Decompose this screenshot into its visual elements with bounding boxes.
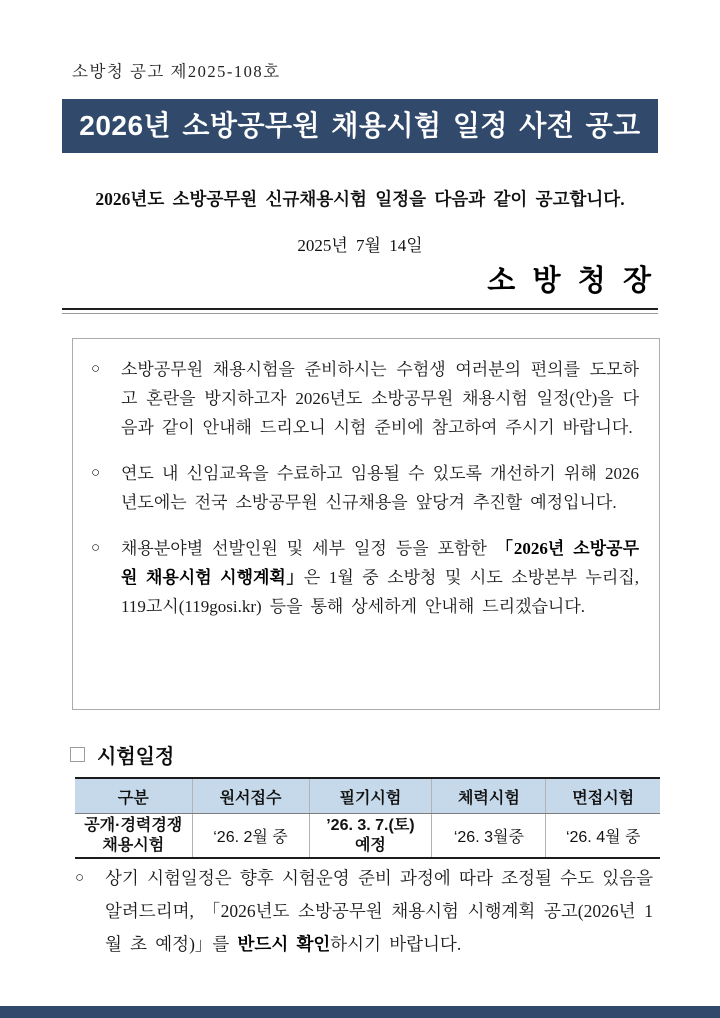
cell-written (309, 814, 432, 859)
signer-title: 소 방 청 장 (487, 265, 656, 297)
cell-interview: ‘26. 4월 중 (546, 814, 660, 859)
cell-written-line2: 예정 (354, 836, 386, 854)
bullet-text-pre: 채용분야별 선발인원 및 세부 일정 등을 포함한 (121, 539, 496, 558)
bullet-text-pre: 소방공무원 채용시험을 준비하시는 수험생 여러분의 편의를 도모하고 혼란을 방지하고자 2026년도 소방공무원 채용시험 일정(안)을 다음과 같이 안내해 드리오니 시험 준비에 참고하여 주시기 바랍니다. (121, 360, 639, 437)
footnote-text-post: 하시기 바랍니다. (330, 934, 462, 954)
notice-box (72, 338, 660, 710)
cell-written-line1: ’26. 3. 7.(토) (326, 816, 415, 834)
cell-category (75, 814, 192, 859)
footnote-text-pre: 상기 시험일정은 향후 시험운영 준비 과정에 따라 조정될 수도 있음을 알려드리며, 「2026년도 소방공무원 채용시험 시행계획 공고(2026년 1월 초 예정)」를 (105, 868, 653, 954)
cell-physical: ‘26. 3월중 (432, 814, 546, 859)
header-cell-written: 필기시험 (309, 778, 432, 814)
footnote-text (105, 862, 653, 961)
footer-bar (0, 1006, 720, 1018)
table-header-row (75, 778, 660, 814)
bullet-text-post: 은 1월 중 소방청 및 시도 소방본부 누리집, 119고시(119gosi.kr) 등을 통해 상세하게 안내해 드리겠습니다. (121, 568, 640, 616)
bullet-text (121, 355, 639, 442)
announce-date: 2025년 7월 14일 (297, 236, 423, 255)
bullet-text (121, 459, 639, 517)
divider-rule (62, 308, 658, 314)
bullet-text-bold: 「2026년 소방공무원 채용시험 시행계획」 (121, 539, 639, 587)
header-cell-category: 구분 (75, 778, 192, 814)
circle-bullet-icon: ○ (75, 870, 85, 886)
circle-bullet-icon: ○ (91, 361, 101, 377)
notice-bullet (91, 534, 639, 621)
footnote-text-bold: 반드시 확인 (237, 934, 331, 954)
header-cell-application: 원서접수 (192, 778, 309, 814)
schedule-heading-label: 시험일정 (97, 746, 175, 768)
bullet-text-pre: 연도 내 신임교육을 수료하고 임용될 수 있도록 개선하기 위해 2026년도에는 전국 소방공무원 신규채용을 앞당겨 추진할 예정입니다. (121, 464, 639, 512)
circle-bullet-icon: ○ (91, 465, 101, 481)
notice-bullet (91, 459, 639, 517)
schedule-table (75, 777, 660, 859)
intro-text: 2026년도 소방공무원 신규채용시험 일정을 다음과 같이 공고합니다. (95, 189, 625, 209)
notice-bullet (91, 355, 639, 442)
table-row (75, 814, 660, 859)
circle-bullet-icon: ○ (91, 540, 101, 556)
doc-number: 소방청 공고 제2025-108호 (72, 62, 281, 81)
banner-title: 2026년 소방공무원 채용시험 일정 사전 공고 (62, 99, 658, 153)
cell-category-line2: 채용시험 (102, 836, 165, 854)
cell-application: ‘26. 2월 중 (192, 814, 309, 859)
header-cell-interview: 면접시험 (546, 778, 660, 814)
header-cell-physical: 체력시험 (432, 778, 546, 814)
schedule-heading (70, 740, 174, 769)
cell-category-line1: 공개·경력경쟁 (84, 816, 183, 834)
footnote-bullet (75, 862, 653, 961)
bullet-text (121, 534, 639, 621)
square-bullet-icon (70, 747, 85, 762)
